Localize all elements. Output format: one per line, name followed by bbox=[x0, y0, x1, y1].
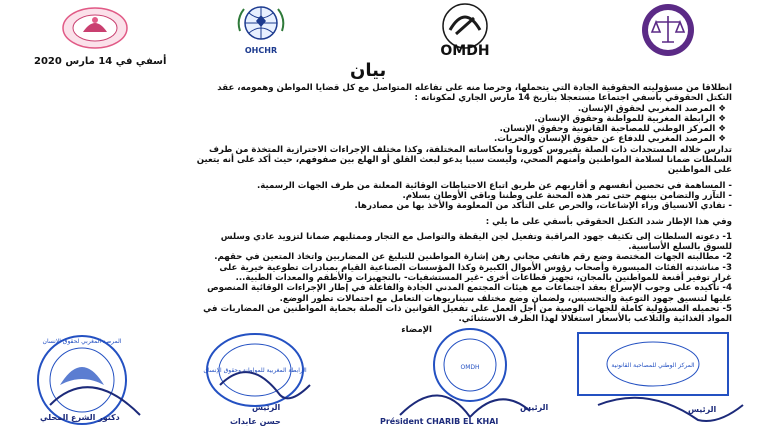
stamp-text: المرصد المغربي لحقوق الإنسان bbox=[42, 338, 122, 345]
advice-item: - المساهمة في تحصين أنفسهم و أقاربهم عن طريق اتباع الاحتياطات الوقائية المعلنة من طرف الجهات الرسمية. bbox=[257, 180, 732, 191]
statement-body bbox=[28, 83, 732, 335]
signatory-role: الرئيس bbox=[688, 405, 717, 414]
member-list-item: ❖ المرصد المغربي للدفاع عن حقوق الإنسان والحريات. bbox=[493, 134, 726, 145]
demand-item: 5- تحميله المسؤولية كاملة للجهات الوصية من أجل العمل على تفعيل القوانين ذات الصلة بحماية المواطنين من المضاربات في bbox=[203, 303, 732, 314]
member-list-item: ❖ الرابطة المغربية للمواطنة وحقوق الإنسان. bbox=[534, 113, 726, 124]
body-line: تدارس خلاله المستجدات ذات الصلة بفيروس كورونا وانعكاساته المختلفة، وكذا مختلف الإجراءات الاحترازية المتخذة من طرف bbox=[208, 144, 732, 155]
signatory-role: الرئيس bbox=[520, 403, 549, 412]
demand-item: 2- مطالبته الجهات المختصة وضع رقم هاتفي مجاني رهن إشارة المواطنين للتبليغ عن المضاربين واتخاذ المتعين في حقهم. bbox=[214, 252, 732, 263]
omdh-emblem-icon bbox=[410, 0, 520, 58]
scales-justice-icon bbox=[638, 2, 698, 58]
member-list-item: ❖ المرصد المغربي لحقوق الإنسان. bbox=[577, 103, 726, 114]
omdh-label: OMDH bbox=[440, 43, 490, 58]
omdh-logo bbox=[410, 0, 520, 58]
globe-laurel-icon bbox=[232, 1, 290, 45]
signature-2 bbox=[360, 325, 560, 434]
signatory-role: الرئيس bbox=[252, 403, 281, 412]
demand-item: للسوق بالسلع الأساسية. bbox=[628, 242, 732, 253]
demand-item: عليها لتنسيق جهود التوعية والتحسيس، ولضمان وضع مختلف سيناريوهات التعامل مع احتمالات تطور الوضع. bbox=[279, 293, 732, 304]
demand-item: 4- تأكيده على وجوب الإسراع بعقد اجتماعات مع هيئات المجتمع المدني الجادة والفاعلة في إطار الإجراءات الوقائية المنصوص bbox=[207, 283, 732, 294]
stamp-text: الرابطة المغربية للمواطنة وحقوق الإنسان bbox=[203, 367, 307, 374]
signature-4 bbox=[20, 325, 160, 434]
observatory-logo bbox=[632, 2, 704, 58]
advice-item: - تفادي الانسياق وراء الإشاعات، والحرص على التأكد من المعلومة والأخذ بها من مصادرها. bbox=[354, 201, 732, 212]
stamp-text: المركز الوطني للمصاحبة القانونية bbox=[611, 362, 695, 369]
ngo-logo-1 bbox=[55, 4, 135, 52]
demand-item: المواد الغذائية والتلاعب بالأسعار استغلالا لهذا الظرف الاستثنائي. bbox=[458, 314, 732, 325]
stamp-legal-center-icon bbox=[568, 325, 758, 434]
document-title: بيان bbox=[350, 60, 387, 81]
demand-item: 3- مناشدته الفئات الميسورة وأصحاب رؤوس الأموال الكبيرة وكذا المؤسسات الصناعية القيام بمبادرات تطوعية خيرية على bbox=[219, 262, 732, 273]
ohchr-style-logo bbox=[224, 0, 298, 56]
demand-item: غرار توفير أقنعة للمواطنين بالمجان، تجهيز قطاعات أخرى -غير المستشفيات- بالتجهيزات والأطقم والمعدات الطبية... bbox=[235, 273, 732, 284]
document-date: أسفي في 14 مارس 2020 bbox=[34, 56, 167, 67]
stamp-text: OMDH bbox=[460, 364, 480, 371]
signatory-name: Président CHARIB EL KHAI bbox=[380, 417, 499, 426]
body-line: انطلاقا من مسؤوليته الحقوقية الجادة التي يتحملها، وحرصا منه على تفاعله المتواصل مع كل قضايا المواطن وهمومه، عقد bbox=[217, 83, 732, 93]
signatory-name: دكتور الشرع المحلي bbox=[40, 413, 120, 422]
body-line: وفي هذا الإطار شدد التكتل الحقوقي بأسفي على ما يلي : bbox=[485, 216, 732, 227]
member-list-item: ❖ المركز الوطني للمصاحبة القانونية وحقوق الإنسان. bbox=[499, 124, 726, 135]
signature-1 bbox=[190, 325, 320, 434]
ohchr-label: OHCHR bbox=[244, 46, 278, 55]
advice-item: - التآزر والتضامن بينهم حتى تمر هذه المحنة على وطننا وباقي الأوطان بسلام. bbox=[402, 190, 732, 201]
demand-item: 1- دعوته السلطات إلى تكثيف جهود المراقبة وتفعيل لجن اليقظة والتواصل مع التجار وممثليهم ضمانا لتزويد عادي وسلس bbox=[220, 231, 732, 242]
signatory-name: حسن عابدات bbox=[230, 417, 281, 426]
signature-3 bbox=[568, 325, 758, 434]
signature-heading: الإمضاء bbox=[401, 324, 432, 335]
body-line: على المواطنين bbox=[667, 165, 732, 176]
body-line: التكتل الحقوقي بأسفي اجتماعا مستعجلا بتاريخ 14 مارس الجاري لمكوناته : bbox=[414, 93, 732, 104]
ngo-emblem-icon bbox=[55, 4, 135, 52]
body-line: السلطات ضمانا لسلامة المواطنين وأمنهم الصحي، وليست سببا يدعو لبعث القلق أو الهلع بين صفوفهم، حيث أكد على أنه يتعين bbox=[196, 155, 732, 166]
